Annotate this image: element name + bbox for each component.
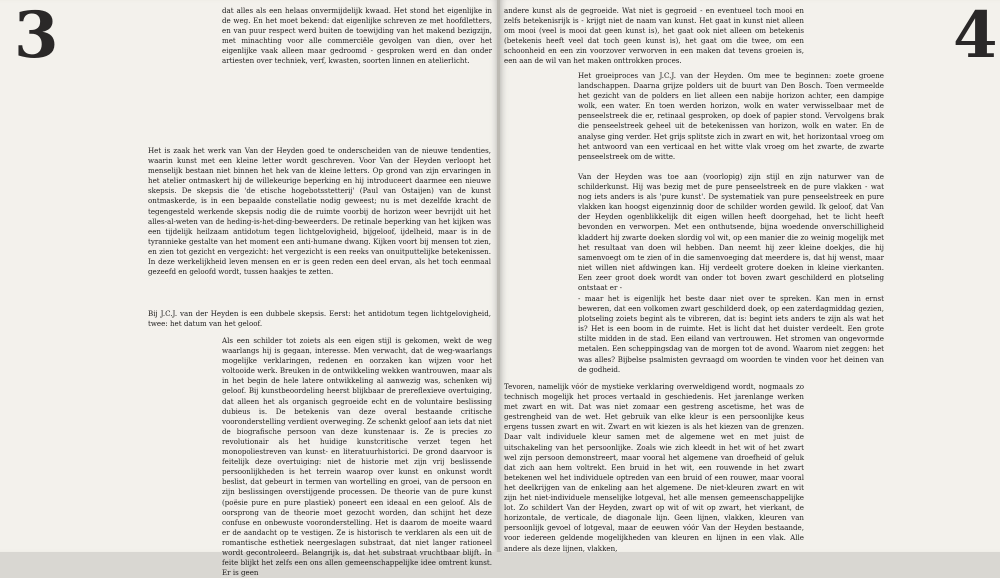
- left-lower-paragraph: Als een schilder tot zoiets als een eigen stijl is gekomen, wekt de weg waarlangs hij is gegaan, interesse. Men verwacht, dat de weg-waarlangs mogelijke verklaringen, redenen en oorzaken kan wijzen voor het voltooide werk. Breuken in de ontwikkeling wekken wantrouwen, maar als in het begin de hele latere ontwikkeling al aanwezig was, schenken wij geloof. Bij kunstbeoordeling heerst blijkbaar de prereflexieve overtuiging, dat alleen het als organisch gegroeide echt en de voluntaire beslissing dubieus is. De betekenis van deze overal bestaande critische vooronderstelling verdient overweging. Ze schenkt geloof aan iets dat niet de biografische persoon van deze kunstenaar is. Ze is precies zo revolutionair als het huidige kunstcritische verzet tegen het monopoliestreven van kunst- en literatuurhistorici. De grond daarvoor is feitelijk deze overtuiging: niet de historie met zijn vrij beslissende persoonlijkheden is het terrein waarop over kunst en onkunst wordt beslist, dat gebeurt in termen van wortelling en groei, van de persoon en zijn beslissingen overstijgende processen. De theorie van de pure kunst (poësie pure en pure plastiek) poneert een ideaal en een geloof. Als de oorsprong van de theorie moet gezocht worden, dan schijnt het deze confuse en onbewuste vooronderstelling. Het is daarom de moeite waard er de aandacht op te vestigen. Ze is historisch te verklaren als een uit de romantische esthetiek neergeslagen substraat, dat niet langer rationeel wordt gecontroleerd. Belangrijk is, dat het substraat vruchtbaar blijft. In feite blijkt het zelfs een ons allen gemeenschappelijke idee omtrent kunst. Er is geen: [222, 336, 492, 578]
- right-paragraph-2: Het groeiproces van J.C.J. van der Heyden. Om mee te beginnen: zoete groene landschappen. Daarna grijze polders uit de buurt van Den Bosch. Toen vermeelde het gezicht van de polders en liet alleen een nabije horizon achter, een dampige wolk, een water. En toen werden horizon, wolk en water verwisselbaar met de penseelstreek die er, retinaal gesproken, op doek of papier stond. Vervolgens brak die penseelstreek geheel uit de betekenissen van horizon, wolk en water. En de analyse ging verder. Het grijs splitste zich in zwart en wit, het horizontaal vroeg om het antwoord van een verticaal en het witte vlak vroeg om het zwarte, de zwarte penseelstreek om de witte.: [578, 71, 884, 161]
- right-paragraph-5: Tevoren, namelijk vóór de mystieke verklaring overweldigend wordt, nogmaals zo technisch mogelijk het proces vertaald in geschiedenis. Het jarenlange werken met zwart en wit. Dat was niet zomaar een gestreng ascetisme, het was de gestrengheid van de wet. Het gebruik van elke kleur is een persoonlijke keus ergens tussen zwart en wit. Zwart en wit kiezen is als het kiezen van de grenzen. Daar valt individuele kleur samen met de algemene wet en met juist de uitschakeling van het persoonlijke. Zoals wie zich kleedt in het wit of het zwart wel zijn persoon demonstreert, maar vooral het algemene van droefheid of geluk dat zich aan hem voltrekt. Een bruid in het wit, een rouwende in het zwart betekenen wel het individuele optreden van een bruid of een rouwer, maar vooral het deelkrijgen van de enkeling aan het algemene. De niet-kleuren zwart en wit zijn het niet-individuele menselijke lotgeval, het alle mensen gemeenschappelijke lot. Zo schildert Van der Heyden, zwart op wit of wit op zwart, het vierkant, de horizontale, de verticale, de diagonale lijn. Geen lijnen, vlakken, kleuren van persoonlijk gevoel of lotgeval, maar de eeuwen vóór Van der Heyden bestaande, voor iedereen geldende mogelijkheden van kleuren en lijnen in een vlak. Alle andere als deze lijnen, vlakken,: [504, 382, 804, 553]
- page-number-left: 3: [14, 0, 57, 73]
- right-paragraph-3: Van der Heyden was toe aan (voorlopig) zijn stijl en zijn naturwer van de schilderkunst. Hij was bezig met de pure penseelstreek en de pure vlakken - wat nog iets anders is als 'pure kunst'. De systematiek van pure penseelstreek en pure vlakken kan hoogst eigenzinnig door de schilder worden gewild. Ik geloof, dat Van der Heyden ogenblikkelijk dit eigen willen heeft doorgehad, het te licht heeft bevonden en verworpen. Met een onthutsende, bijna woedende onverschilligheid kladdert hij zwarte doeken slordig vol wit, op een manier die zo weinig mogelijk met het resultaat van doen wil hebben. Dan neemt hij zeer kleine doekjes, die hij samenvoegt om te zien of in die samenvoeging dat meerdere is, dat hij wenst, maar niet willen niet afdwingen kan. Hij verdeelt grotere doeken in kleine vierkanten. Een zeer groot doek wordt van onder tot boven zwart geschilderd en plotseling ontstaat er -: [578, 172, 884, 293]
- right-top-paragraph: andere kunst als de gegroeide. Wat niet is gegroeid - en eventueel toch mooi en zelfs betekenisrijk is - krijgt niet de naam van kunst. Het gaat in kunst niet alleen om mooi (veel is mooi dat geen kunst is), het gaat ook niet alleen om betekenis (betekenis heeft veel dat toch geen kunst is), het gaat om die twee, om een schoonheid en een zin voorzover verworven in een maken dat tevens groeien is, een aan de wil van het maken onttrokken proces.: [504, 6, 804, 66]
- left-short-paragraph: Bij J.C.J. van der Heyden is een dubbele skepsis. Eerst: het antidotum tegen lichtgelovigheid, twee: het datum van het geloof.: [148, 309, 491, 329]
- left-middle-paragraph: Het is zaak het werk van Van der Heyden goed te onderscheiden van de nieuwe tendenties, waarin kunst met een kleine letter wordt geschreven. Voor Van der Heyden verloopt het menselijk bestaan niet binnen het hek van de kleine letters. Op grond van zijn ervaringen in het atelier ontmaskert hij de willekeurige beperking en hij introduceert daarmee een nieuwe skepsis. De skepsis die 'de etische hogebotsstetterij' (Paul van Ostaijen) van de kunst ontmaskerde, is in een bepaalde constellatie nodig geweest; nu is met dezelfde kracht de tegengesteld werkende skepsis nodig die de ruimte voorbij de horizon weer bevrijdt uit het alles-al-weten van de heding-is-het-ding-beweerders. De retinale beperking van het kijken was een tijdelijk heilzaam antidotum tegen lichtgelovigheid, bijgeloof, ijdelheid, maar is in de tyrannieke gestalte van het moment een anti-humane dwang. Kijken voort bij mensen tot zien, en zien tot gezicht en vergezicht: het vergezicht is een reeks van onuitputtelijke betekenissen. In deze werkelijkheid leven mensen en er is geen reden een deel ervan, als het toch eenmaal gezeefd en geloofd wordt, tussen haakjes te zetten.: [148, 146, 491, 277]
- left-top-paragraph: dat alles als een helaas onvermijdelijk kwaad. Het stond het eigenlijke in de weg. En het moet bekend: dat eigenlijke schreven ze met hoofdletters, en van puur respect werd buiten de toewijding van het makend bezigzijn, met minachting voor alle commerciële gevolgen van dien, over het eigenlijke vaak alleen maar gedroomd - gesproken werd en dan onder artiesten over techniek, verf, kwasten, soorten linnen en atelierlicht.: [222, 6, 492, 66]
- right-paragraph-4: - maar het is eigenlijk het beste daar niet over te spreken. Kan men in ernst beweren, dat een volkomen zwart geschilderd doek, op een zaterdagmiddag gezien, plotseling zoiets begint als te vibreren, dat is: begint iets anders te zijn als wat het is? Het is een boom in de ruimte. Het is licht dat het duister verdeelt. Een grote stilte midden in de stad. Een eiland van vertrouwen. Het stromen van ongevormde metalen. Een scheppingsdag van de morgen tot de avond. Waarom niet zeggen: het was alles? Bijbelse psalmisten gevraagd om woorden te vinden voor het deinen van de godheid.: [578, 294, 884, 374]
- left-page: [0, 0, 498, 578]
- page-number-right: 4: [953, 0, 996, 73]
- right-page: [500, 0, 1000, 552]
